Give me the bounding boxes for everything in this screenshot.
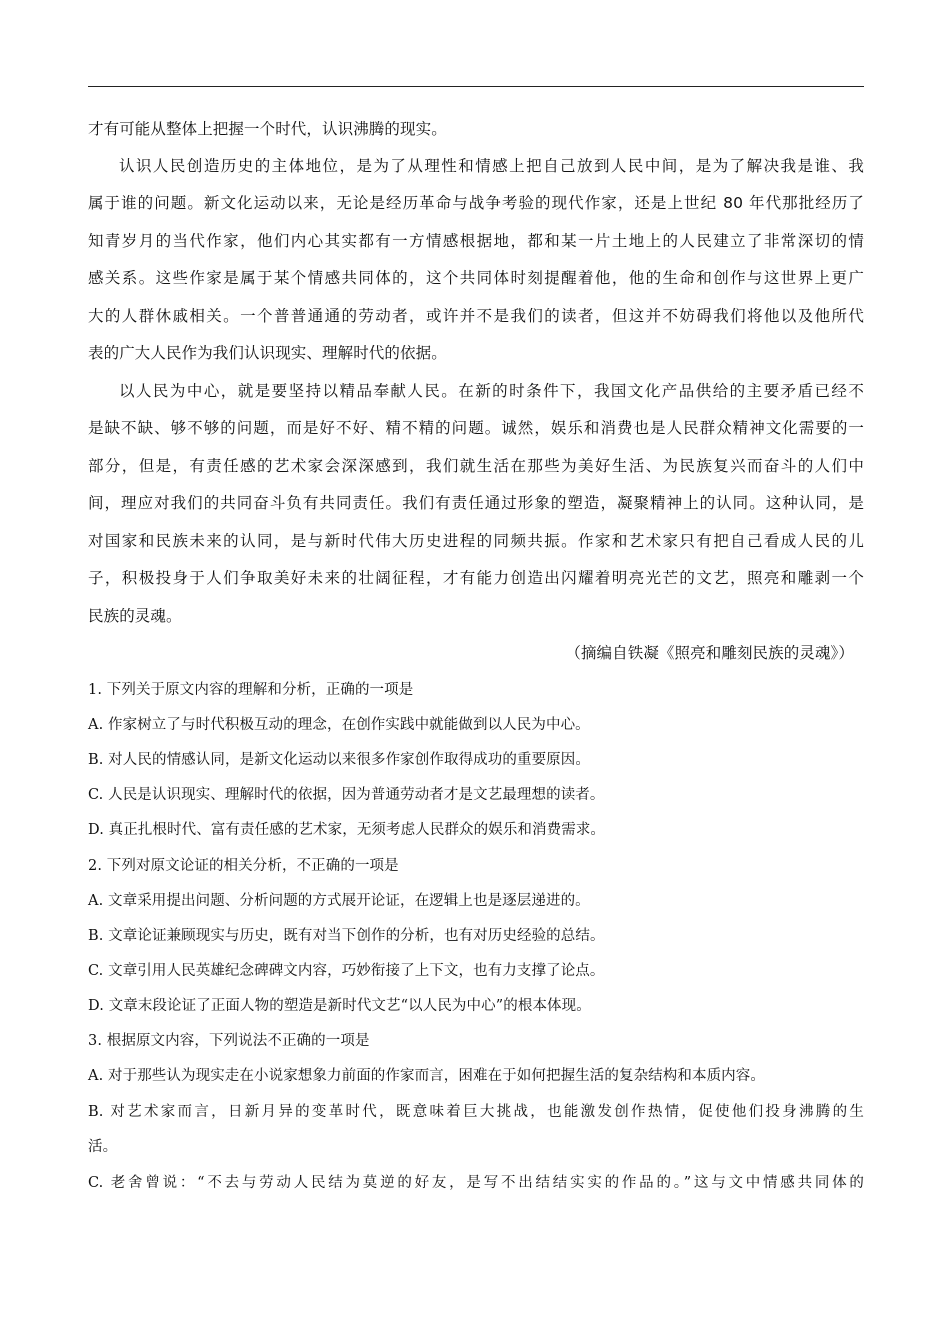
option-b[interactable]: B. 文章论证兼顾现实与历史，既有对当下创作的分析，也有对历史经验的总结。 (88, 928, 605, 944)
option-c[interactable]: C. 文章引用人民英雄纪念碑碑文内容，巧妙衔接了上下文，也有力支撑了论点。 (88, 963, 605, 979)
passage-source: （摘编自铁凝《照亮和雕刻民族的灵魂》） (565, 644, 854, 662)
passage-line: 民族的灵魂。 (88, 607, 182, 625)
option-b-continued: 活。 (88, 1139, 118, 1155)
passage-line: 对国家和民族未来的认同，是与新时代伟大历史进程的同频共振。作家和艺术家只有把自己看成人民的儿 (88, 532, 864, 550)
passage-line: 以人民为中心，就是要坚持以精品奉献人民。在新的时条件下，我国文化产品供给的主要矛盾已经不 (119, 382, 864, 400)
option-d[interactable]: D. 文章末段论证了正面人物的塑造是新时代文艺“以人民为中心”的根本体现。 (88, 998, 591, 1014)
question-stem: 1. 下列关于原文内容的理解和分析，正确的一项是 (88, 682, 414, 698)
passage-line: 属于谁的问题。新文化运动以来，无论是经历革命与战争考验的现代作家，还是上世纪 80 年代那批经历了 (88, 194, 864, 212)
option-a[interactable]: A. 作家树立了与时代积极互动的理念，在创作实践中就能做到以人民为中心。 (88, 717, 590, 733)
option-b[interactable]: B. 对艺术家而言，日新月异的变革时代，既意味着巨大挑战，也能激发创作热情，促使他们投身沸腾的生 (88, 1104, 864, 1120)
passage-line: 间，理应对我们的共同奋斗负有共同责任。我们有责任通过形象的塑造，凝聚精神上的认同。这种认同，是 (88, 494, 864, 512)
passage-line: 知青岁月的当代作家，他们内心其实都有一方情感根据地，都和某一片土地上的人民建立了非常深切的情 (88, 232, 864, 250)
option-d[interactable]: D. 真正扎根时代、富有责任感的艺术家，无须考虑人民群众的娱乐和消费需求。 (88, 822, 606, 838)
passage-line: 感关系。这些作家是属于某个情感共同体的，这个共同体时刻提醒着他，他的生命和创作与这世界上更广 (88, 269, 864, 287)
passage-line: 认识人民创造历史的主体地位，是为了从理性和情感上把自己放到人民中间，是为了解决我是谁、我 (119, 157, 864, 175)
question-stem: 2. 下列对原文论证的相关分析，不正确的一项是 (88, 858, 399, 874)
header-rule (88, 86, 864, 87)
option-a[interactable]: A. 对于那些认为现实走在小说家想象力前面的作家而言，困难在于如何把握生活的复杂结构和本质内容。 (88, 1068, 765, 1084)
passage-line: 是缺不缺、够不够的问题，而是好不好、精不精的问题。诚然，娱乐和消费也是人民群众精神文化需要的一 (88, 419, 864, 437)
passage-line: 部分，但是，有责任感的艺术家会深深感到，我们就生活在那些为美好生活、为民族复兴而奋斗的人们中 (88, 457, 864, 475)
passage-line: 大的人群休戚相关。一个普普通通的劳动者，或许并不是我们的读者，但这并不妨碍我们将他以及他所代 (88, 307, 864, 325)
option-c[interactable]: C. 老舍曾说：“不去与劳动人民结为莫逆的好友，是写不出结结实实的作品的。”这与文中情感共同体的 (88, 1175, 864, 1191)
option-a[interactable]: A. 文章采用提出问题、分析问题的方式展开论证，在逻辑上也是逐层递进的。 (88, 893, 590, 909)
question-stem: 3. 根据原文内容，下列说法不正确的一项是 (88, 1033, 370, 1049)
option-b[interactable]: B. 对人民的情感认同，是新文化运动以来很多作家创作取得成功的重要原因。 (88, 752, 590, 768)
option-c[interactable]: C. 人民是认识现实、理解时代的依据，因为普通劳动者才是文艺最理想的读者。 (88, 787, 605, 803)
passage-line: 子，积极投身于人们争取美好未来的壮阔征程，才有能力创造出闪耀着明亮光芒的文艺，照亮和雕剥一个 (88, 569, 864, 587)
passage-line: 才有可能从整体上把握一个时代，认识沸腾的现实。 (88, 120, 447, 138)
passage-line: 表的广大人民作为我们认识现实、理解时代的依据。 (88, 344, 447, 362)
